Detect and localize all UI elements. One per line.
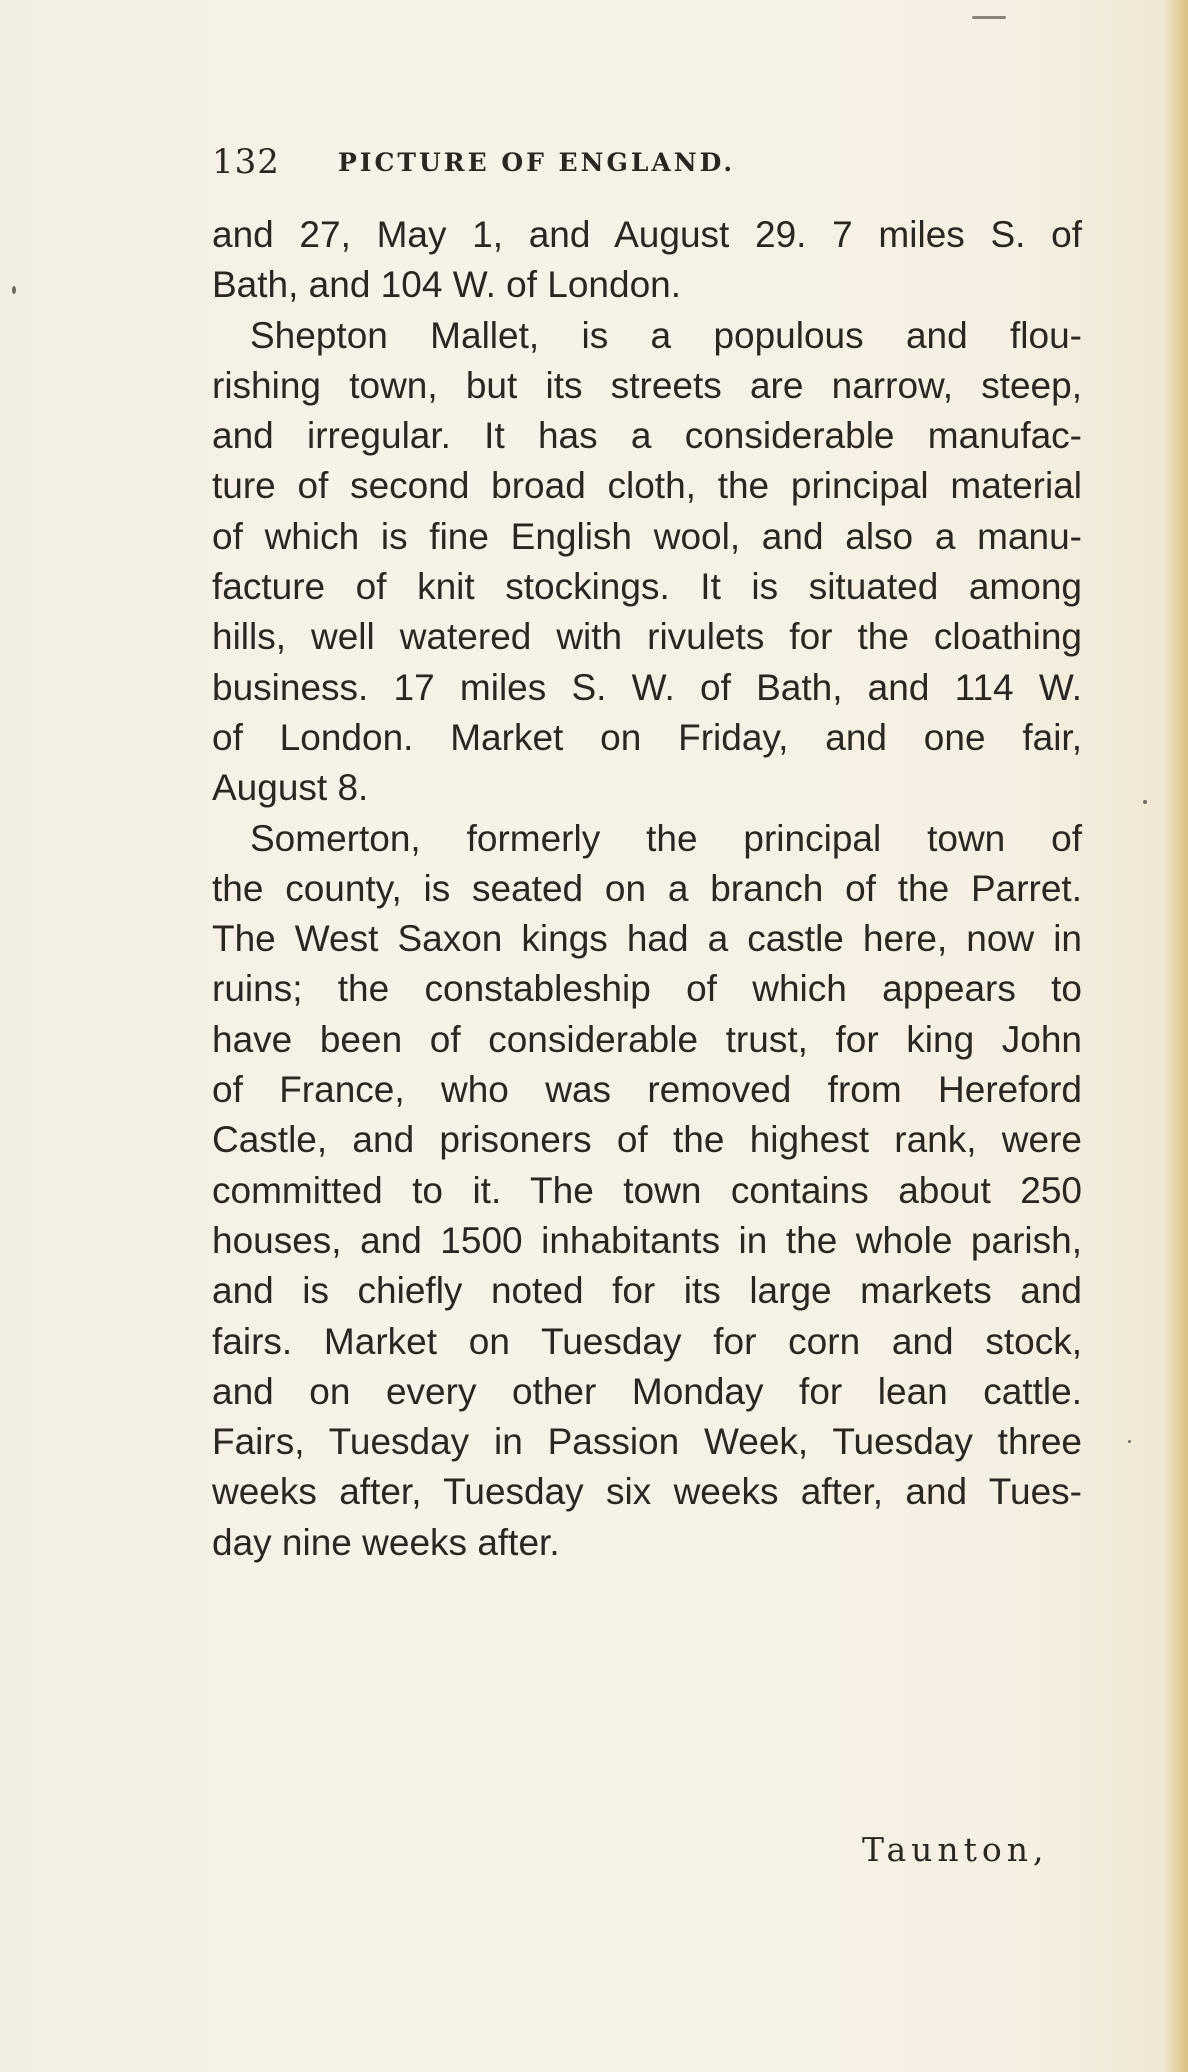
text-line: business. 17 miles S. W. of Bath, and 114 W. bbox=[212, 666, 1082, 708]
paper-speck bbox=[1143, 800, 1147, 804]
page-edge-mark bbox=[972, 16, 1006, 19]
text-line: the county, is seated on a branch of the Parret. bbox=[212, 867, 1082, 909]
text-line: Bath, and 104 W. of London. bbox=[212, 264, 682, 306]
text-line: of London. Market on Friday, and one fair, bbox=[212, 716, 1082, 758]
paragraph-start-somerton: Somerton, formerly the principal town of bbox=[250, 817, 1082, 859]
text-line: ruins; the constableship of which appears to bbox=[212, 968, 1082, 1010]
text-line: August 8. bbox=[212, 767, 369, 809]
text-line: houses, and 1500 inhabitants in the whole parish, bbox=[212, 1219, 1082, 1261]
page-number: 132 bbox=[212, 142, 280, 182]
paper-speck bbox=[1128, 1440, 1131, 1443]
catchword: Taunton, bbox=[862, 1830, 1049, 1869]
text-line: hills, well watered with rivulets for the cloathing bbox=[212, 616, 1082, 658]
page-header bbox=[212, 142, 1032, 182]
text-line: and 27, May 1, and August 29. 7 miles S. of bbox=[212, 214, 1082, 255]
text-line: Castle, and prisoners of the highest rank, were bbox=[212, 1119, 1082, 1161]
running-head: PICTURE OF ENGLAND. bbox=[338, 148, 736, 177]
paragraph-start-shepton-mallet: Shepton Mallet, is a populous and flou- bbox=[250, 314, 1082, 356]
body-text bbox=[212, 210, 1082, 1568]
text-line: of France, who was removed from Hereford bbox=[212, 1069, 1082, 1111]
text-line: committed to it. The town contains about 250 bbox=[212, 1169, 1082, 1211]
text-line: day nine weeks after. bbox=[212, 1521, 560, 1563]
text-line: fairs. Market on Tuesday for corn and stock, bbox=[212, 1320, 1082, 1362]
page-edge-shading bbox=[1164, 0, 1188, 2072]
text-line: have been of considerable trust, for king John bbox=[212, 1018, 1082, 1060]
text-line: rishing town, but its streets are narrow, steep, bbox=[212, 364, 1082, 406]
text-line: Fairs, Tuesday in Passion Week, Tuesday three bbox=[212, 1421, 1082, 1463]
text-line: The West Saxon kings had a castle here, now in bbox=[212, 918, 1082, 960]
text-line: of which is fine English wool, and also a manu- bbox=[212, 515, 1082, 557]
text-line: facture of knit stockings. It is situated among bbox=[212, 566, 1082, 608]
text-line: weeks after, Tuesday six weeks after, and Tues- bbox=[212, 1471, 1082, 1513]
text-line: and irregular. It has a considerable manufac- bbox=[212, 415, 1082, 457]
paper-speck bbox=[12, 286, 16, 294]
text-line: ture of second broad cloth, the principal material bbox=[212, 465, 1082, 507]
text-line: and is chiefly noted for its large markets and bbox=[212, 1270, 1082, 1312]
text-line: and on every other Monday for lean cattle. bbox=[212, 1370, 1082, 1412]
